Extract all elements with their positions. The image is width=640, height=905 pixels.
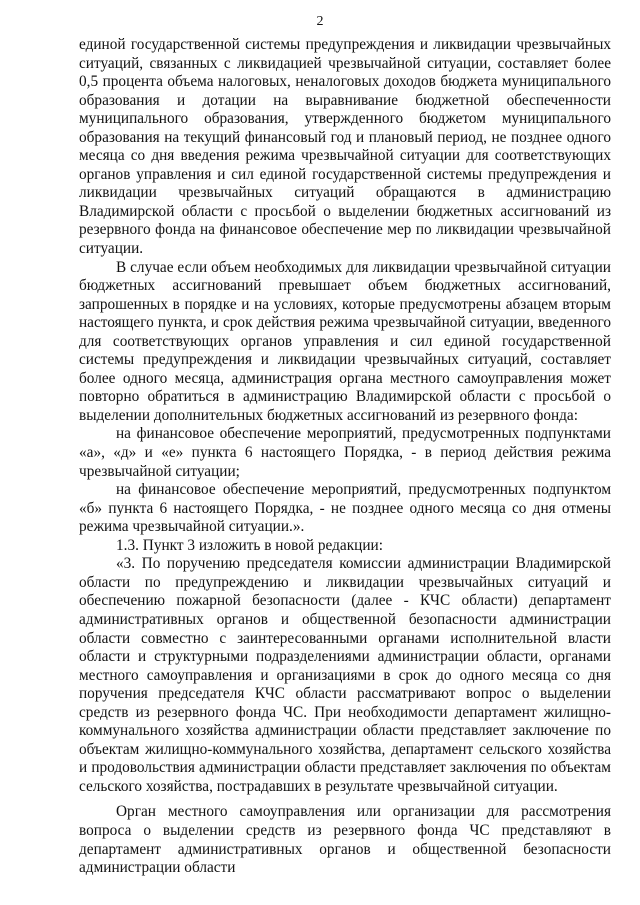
page-number: 2: [316, 14, 324, 29]
document-body: [79, 36, 611, 878]
paragraph-additional-allocation: В случае если объем необходимых для ликвидации чрезвычайной ситуации бюджетных ассигнований превышает объем бюджетных ассигнований, запрошенных в порядке и на условиях, которые предусмотрены абзацем вторым настоящего пункта, и срок действия режима чрезвычайной ситуации, введенного для соответствующих органов управления и сил единой государственной системы предупреждения и ликвидации чрезвычайных ситуаций, составляет более одного месяца, администрация органа местного самоуправления может повторно обратиться в администрацию Владимирской области с просьбой о выделении дополнительных бюджетных ассигнований из резервного фонда:: [79, 258, 611, 424]
paragraph-continuation: единой государственной системы предупреждения и ликвидации чрезвычайных ситуаций, связанных с ликвидацией чрезвычайной ситуации, составляет более 0,5 процента объема налоговых, неналоговых доходов бюджета муниципального образования и дотации на выравнивание бюджетной обеспеченности муниципального образования, утвержденного бюджетом муниципального образования на текущий финансовый год и плановый период, не позднее одного месяца со дня введения режима чрезвычайной ситуации для соответствующих органов управления и сил единой государственной системы предупреждения и ликвидации чрезвычайных ситуаций обращаются в администрацию Владимирской области с просьбой о выделении бюджетных ассигнований из резервного фонда на финансовое обеспечение мер по ликвидации чрезвычайной ситуации.: [79, 36, 611, 258]
paragraph-amendment-heading: 1.3. Пункт 3 изложить в новой редакции:: [116, 536, 383, 554]
paragraph-item-emergency-period: на финансовое обеспечение мероприятий, предусмотренных подпунктами «а», «д» и «е» пункта 6 настоящего Порядка, - в период действия режима чрезвычайной ситуации;: [79, 425, 611, 480]
paragraph-new-clause-3: «3. По поручению председателя комиссии администрации Владимирской области по предупреждению и ликвидации чрезвычайных ситуаций и обеспечению пожарной безопасности (далее - КЧС области) департамент административных органов и общественной безопасности администрации области совместно с заинтересованными органами исполнительной власти области и структурными подразделениями администрации области, органами местного самоуправления и организациями в срок до одного месяца со дня поручения председателя КЧС области рассматривают вопрос о выделении средств из резервного фонда ЧС. При необходимости департамент жилищно-коммунального хозяйства администрации области представляет заключение по объектам жилищно-коммунального хозяйства, департамент сельского хозяйства и продовольствия администрации области представляет заключения по объектам сельского хозяйства, пострадавших в результате чрезвычайной ситуации.: [79, 555, 611, 795]
paragraph-local-government-request: Орган местного самоуправления или организации для рассмотрения вопроса о выделении средств из резервного фонда ЧС представляют в департамент административных органов и общественной безопасности администрации области: [79, 803, 611, 877]
paragraph-item-after-emergency: на финансовое обеспечение мероприятий, предусмотренных подпунктом «б» пункта 6 настоящего Порядка, - не позднее одного месяца со дня отмены режима чрезвычайной ситуации.».: [79, 481, 611, 536]
